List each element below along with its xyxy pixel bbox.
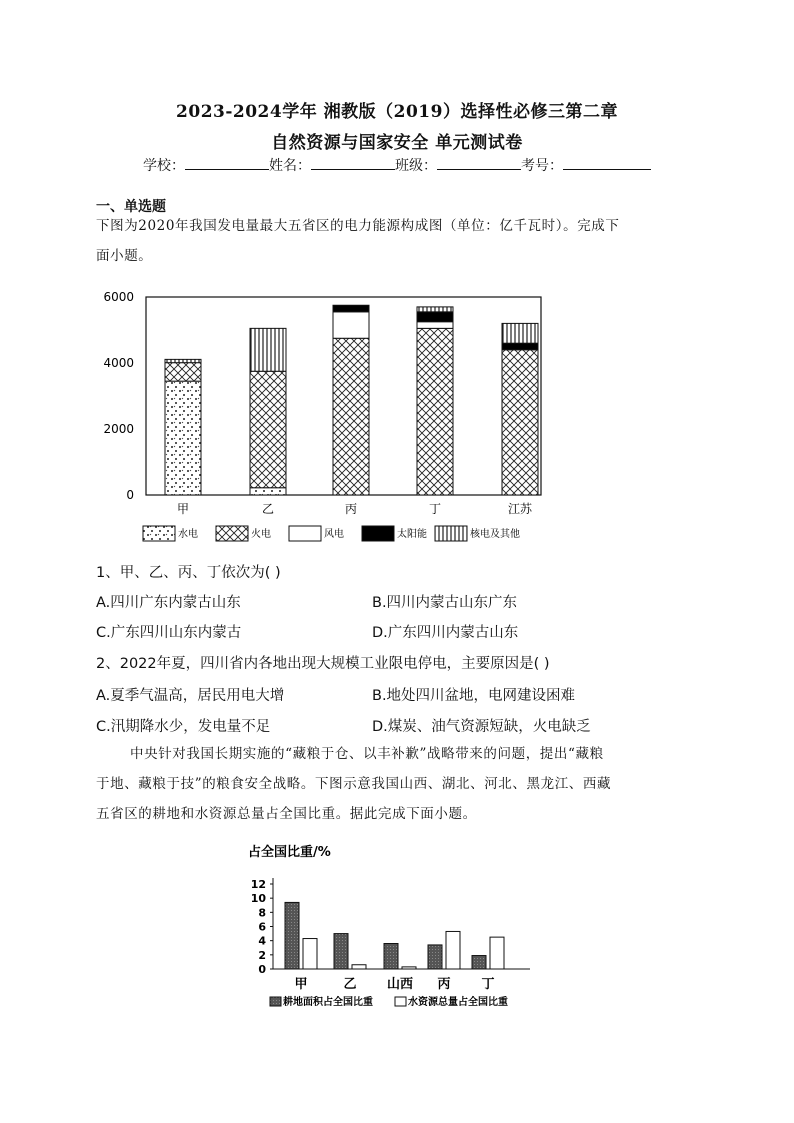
bar-segment-wind [417, 322, 453, 329]
exam-number-label: 考号： [521, 158, 563, 174]
q1-option-d[interactable]: D.广东四川内蒙古山东 [372, 625, 519, 641]
y-tick-label: 0 [126, 488, 134, 502]
bar-segment-solar [502, 343, 538, 350]
q2-option-b[interactable]: B.地处四川盆地，电网建设困难 [372, 688, 576, 704]
bar-segment-hydro [250, 488, 286, 495]
student-info-row [0, 155, 794, 175]
chart2-y-tick-label: 4 [258, 934, 266, 948]
legend-label-hydro: 水电 [178, 529, 198, 540]
legend [143, 526, 520, 541]
bar-segment-thermal [502, 350, 538, 495]
bar-segment-hydro [165, 381, 201, 495]
school-blank[interactable] [185, 157, 269, 170]
bar-segment-thermal [417, 328, 453, 495]
y-tick-label: 4000 [103, 356, 134, 370]
section-heading: 一、单选题 [96, 199, 166, 215]
q1-option-c[interactable]: C.广东四川山东内蒙古 [96, 625, 242, 641]
class-label: 班级： [395, 158, 437, 174]
bar-segment-nuclear [165, 359, 201, 362]
chart2-y-tick-label: 12 [250, 878, 266, 891]
x-category-label: 乙 [261, 502, 275, 516]
chart2-legend-label-farmland: 耕地面积占全国比重 [283, 997, 373, 1008]
x-category-label: 丙 [344, 502, 358, 516]
water-bar [352, 965, 366, 969]
passage-line-1: 中央针对我国长期实施的“藏粮于仓、以丰补歉”战略带来的问题，提出“藏粮 [130, 746, 604, 762]
legend-label-solar: 太阳能 [397, 529, 427, 540]
legend-label-nuclear: 核电及其他 [470, 529, 520, 540]
intro-line-2: 面小题。 [96, 248, 153, 264]
y-tick-label: 2000 [103, 422, 134, 436]
x-category-label: 甲 [176, 502, 190, 516]
name-blank[interactable] [311, 157, 395, 170]
legend-label-wind: 风电 [324, 529, 344, 540]
intro-line-1: 下图为2020年我国发电量最大五省区的电力能源构成图（单位：亿千瓦时）。完成下 [96, 218, 620, 234]
name-label: 姓名： [269, 158, 311, 174]
passage-line-3: 五省区的耕地和水资源总量占全国比重。据此完成下面小题。 [96, 806, 477, 822]
farmland-bar [428, 945, 442, 969]
chart2-y-tick-label: 2 [258, 948, 266, 962]
y-tick-label: 6000 [103, 290, 134, 304]
question-1-stem: 1、甲、乙、丙、丁依次为( ) [96, 565, 281, 581]
chart2-legend-swatch-water [395, 997, 406, 1006]
farmland-bar [472, 956, 486, 969]
x-category-label: 丁 [428, 502, 442, 516]
water-bar [303, 939, 317, 969]
chart2-legend-label-water: 水资源总量占全国比重 [408, 997, 508, 1008]
water-bar [402, 967, 416, 969]
question-2-stem: 2、2022年夏，四川省内各地出现大规模工业限电停电，主要原因是( ) [96, 656, 550, 672]
class-blank[interactable] [437, 157, 521, 170]
chart2-y-tick-label: 6 [258, 920, 266, 934]
bar-segment-nuclear [502, 323, 538, 343]
bar-segment-solar [333, 305, 369, 312]
chart2-x-category-label: 丙 [437, 977, 451, 992]
x-category-label: 江苏 [507, 502, 533, 516]
bar-segment-thermal [250, 371, 286, 487]
exam-number-blank[interactable] [563, 157, 651, 170]
legend-swatch-hydro [143, 526, 175, 541]
water-bar [490, 937, 504, 969]
water-bar [446, 931, 460, 969]
chart2-x-category-label: 甲 [294, 977, 308, 992]
chart2-x-category-label: 丁 [481, 977, 495, 992]
chart2-legend [270, 995, 508, 1008]
chart2-y-tick-label: 10 [250, 892, 266, 906]
legend-swatch-solar [362, 526, 394, 541]
bar-segment-nuclear [250, 328, 286, 371]
school-label: 学校： [143, 158, 185, 174]
chart2-x-category-label: 山西 [386, 977, 414, 992]
q2-option-d[interactable]: D.煤炭、油气资源短缺，火电缺乏 [372, 719, 591, 735]
bar-segment-nuclear [417, 307, 453, 312]
farmland-bar [285, 902, 299, 969]
q2-option-a[interactable]: A.夏季气温高，居民用电大增 [96, 688, 285, 704]
bar-segment-thermal [165, 363, 201, 381]
bar-segment-thermal [333, 338, 369, 495]
title-line-2: 自然资源与国家安全 单元测试卷 [271, 133, 523, 153]
farmland-water-chart [240, 838, 560, 1018]
farmland-bar [334, 934, 348, 969]
legend-label-thermal: 火电 [251, 529, 271, 540]
energy-structure-chart [90, 285, 550, 555]
chart2-y-tick-label: 8 [258, 906, 266, 920]
bar-segment-wind [333, 312, 369, 338]
legend-swatch-wind [289, 526, 321, 541]
title-line-1: 2023-2024学年 湘教版（2019）选择性必修三第二章 [176, 102, 618, 122]
passage-line-2: 于地、藏粮于技”的粮食安全战略。下图示意我国山西、湖北、河北、黑龙江、西藏 [96, 776, 612, 792]
legend-swatch-thermal [216, 526, 248, 541]
chart2-title: 占全国比重/% [248, 845, 331, 860]
q1-option-a[interactable]: A.四川广东内蒙古山东 [96, 595, 241, 611]
q1-option-b[interactable]: B.四川内蒙古山东广东 [372, 595, 518, 611]
q2-option-c[interactable]: C.汛期降水少，发电量不足 [96, 719, 271, 735]
chart2-x-category-label: 乙 [343, 977, 357, 992]
chart2-legend-swatch-farmland [270, 997, 281, 1006]
legend-swatch-nuclear [435, 526, 467, 541]
bar-segment-solar [417, 312, 453, 322]
chart2-y-tick-label: 0 [258, 963, 266, 976]
farmland-bar [384, 944, 398, 970]
